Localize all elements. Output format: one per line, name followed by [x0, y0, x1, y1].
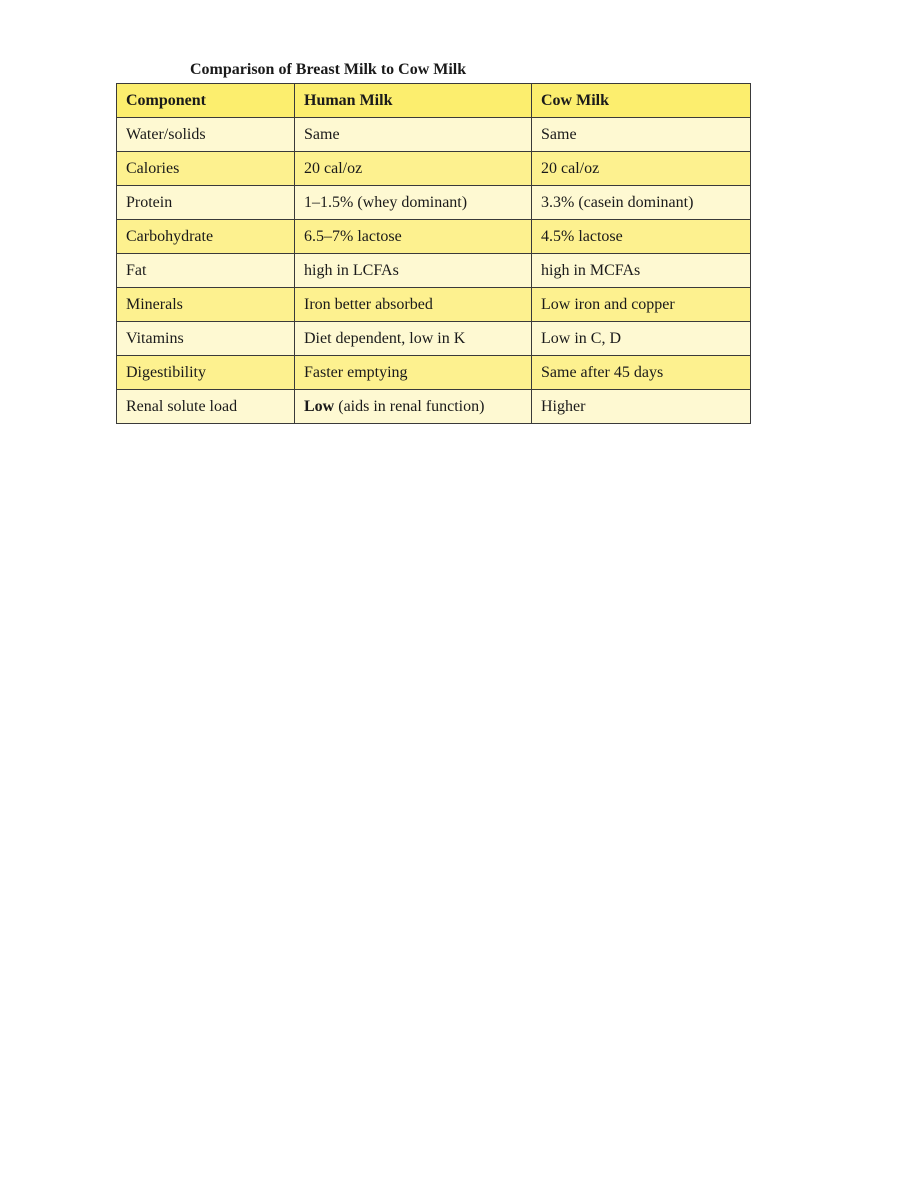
cell-component: Digestibility	[117, 356, 295, 390]
cell-human-milk: Diet dependent, low in K	[295, 322, 532, 356]
cell-human-milk: 20 cal/oz	[295, 152, 532, 186]
cell-human-milk: high in LCFAs	[295, 254, 532, 288]
table-title: Comparison of Breast Milk to Cow Milk	[190, 61, 467, 78]
cell-cow-milk: 3.3% (casein dominant)	[532, 186, 751, 220]
renal-load-note: (aids in renal function)	[334, 397, 485, 415]
cell-human-milk: 1–1.5% (whey dominant)	[295, 186, 532, 220]
cell-component: Vitamins	[117, 322, 295, 356]
table-row	[117, 322, 751, 356]
cell-component: Protein	[117, 186, 295, 220]
cell-cow-milk: Same	[532, 118, 751, 152]
cell-cow-milk: 4.5% lactose	[532, 220, 751, 254]
cell-component: Water/solids	[117, 118, 295, 152]
cell-human-milk: 6.5–7% lactose	[295, 220, 532, 254]
table-row	[117, 152, 751, 186]
cell-cow-milk: Low in C, D	[532, 322, 751, 356]
cell-component: Calories	[117, 152, 295, 186]
renal-load-emphasis: Low	[304, 397, 335, 415]
cell-cow-milk: 20 cal/oz	[532, 152, 751, 186]
cell-component: Fat	[117, 254, 295, 288]
cell-component: Carbohydrate	[117, 220, 295, 254]
table-row	[117, 390, 751, 424]
header-cow-milk: Cow Milk	[532, 84, 751, 118]
header-human-milk: Human Milk	[295, 84, 532, 118]
cell-cow-milk: high in MCFAs	[532, 254, 751, 288]
cell-component: Minerals	[117, 288, 295, 322]
cell-human-milk: Same	[295, 118, 532, 152]
table-row	[117, 254, 751, 288]
header-row	[117, 84, 751, 118]
table-row	[117, 220, 751, 254]
cell-cow-milk: Low iron and copper	[532, 288, 751, 322]
table-row	[117, 186, 751, 220]
cell-human-milk: Faster emptying	[295, 356, 532, 390]
table-row	[117, 356, 751, 390]
comparison-table	[116, 83, 751, 424]
table-row	[117, 118, 751, 152]
cell-human-milk: Iron better absorbed	[295, 288, 532, 322]
cell-cow-milk: Same after 45 days	[532, 356, 751, 390]
table-row	[117, 288, 751, 322]
header-component: Component	[117, 84, 295, 118]
cell-cow-milk: Higher	[532, 390, 751, 424]
cell-human-milk	[295, 390, 532, 424]
cell-component: Renal solute load	[117, 390, 295, 424]
